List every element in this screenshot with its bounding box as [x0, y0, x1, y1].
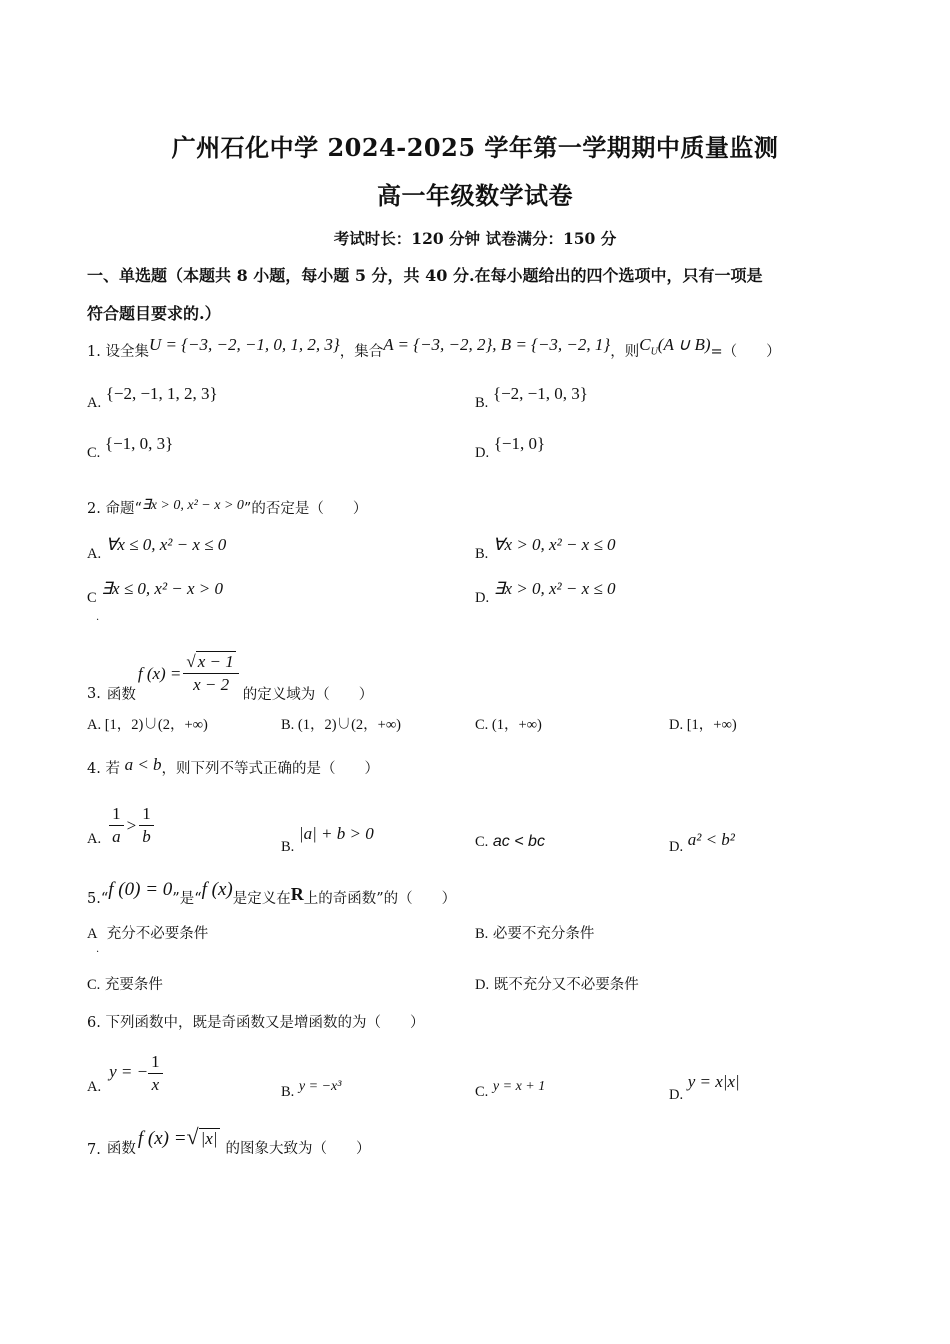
page-subtitle: 高一年级数学试卷	[377, 181, 573, 210]
question-text: ，则	[610, 344, 640, 360]
option-content: ∃x > 0, x² − x ≤ 0	[493, 579, 616, 598]
option-content: 既不充分又不必要条件	[493, 977, 639, 993]
option-label: A.	[87, 546, 102, 562]
fraction	[109, 803, 124, 848]
question-text: 的图象大致为（ ）	[225, 1141, 371, 1157]
question-text: =（ ）	[710, 344, 781, 360]
math-expression	[639, 335, 711, 358]
math-expression: A = {−3, −2, 2}, B = {−3, −2, 1}	[383, 335, 611, 354]
option-a[interactable]	[87, 922, 208, 943]
option-c[interactable]	[87, 579, 224, 607]
option-d[interactable]	[475, 973, 639, 994]
fraction-denominator: b	[142, 827, 151, 846]
option-label: D.	[475, 445, 490, 461]
option-label: B.	[475, 395, 489, 411]
fraction-denominator: x − 2	[193, 675, 230, 694]
option-content: {−1, 0}	[493, 434, 546, 453]
question-text: “	[100, 891, 109, 907]
question-text: 的定义域为（ ）	[242, 687, 374, 703]
option-label: B.	[475, 926, 489, 942]
option-label: C.	[87, 977, 101, 993]
option-b[interactable]	[475, 535, 616, 563]
option-label: D.	[669, 1087, 684, 1103]
option-label: B.	[281, 839, 295, 855]
exam-info: 考试时长：120 分钟 试卷满分：150 分	[333, 229, 617, 248]
fraction-numerator: 1	[148, 1051, 163, 1074]
question-text: 命题“	[105, 501, 142, 517]
math-set-reals: R	[290, 884, 304, 904]
option-b[interactable]: B. (1，2)∪(2，+∞)	[281, 717, 401, 733]
math-radical: √ |x|	[186, 1124, 218, 1149]
section-heading-cont: 符合题目要求的.）	[87, 304, 221, 323]
question-text: ，集合	[339, 344, 384, 360]
question-text: 下列函数中，既是奇函数又是增函数的为（ ）	[105, 1015, 425, 1031]
option-b[interactable]	[281, 1079, 342, 1101]
fraction	[148, 1051, 163, 1096]
option-content: {−1, 0, 3}	[104, 434, 174, 453]
fraction-denominator: x	[151, 1075, 160, 1094]
option-c[interactable]: C. (1，+∞)	[475, 717, 542, 733]
math-symbol: C	[639, 335, 651, 354]
option-d[interactable]	[475, 434, 546, 462]
question-text: 函数	[106, 687, 136, 703]
question-3	[87, 643, 373, 704]
option-d[interactable]	[669, 830, 735, 856]
question-number: 7.	[87, 1142, 101, 1158]
question-number: 3.	[87, 685, 101, 702]
page-title: 广州石化中学 2024-2025 学年第一学期期中质量监测	[171, 133, 779, 162]
option-c[interactable]	[87, 434, 174, 462]
option-label: D.	[475, 590, 490, 606]
question-2	[87, 497, 367, 518]
option-label: A.	[87, 1079, 102, 1095]
option-content: {−2, −1, 0, 3}	[492, 384, 588, 403]
math-function: f (x) =	[137, 1128, 187, 1149]
option-content: ac < bc	[492, 833, 545, 850]
option-content: 充分不必要条件	[106, 926, 209, 942]
option-content: ∀x ≤ 0, x² − x ≤ 0	[105, 535, 227, 554]
option-content: 充要条件	[104, 977, 163, 993]
option-c[interactable]	[475, 833, 545, 851]
question-number: 6.	[87, 1015, 101, 1031]
option-content: {−2, −1, 1, 2, 3}	[105, 384, 218, 403]
option-b[interactable]	[281, 824, 374, 856]
math-expression: y = −	[109, 1062, 149, 1081]
math-expression: a < b	[124, 755, 162, 774]
question-4	[87, 757, 379, 778]
math-expression: U = {−3, −2, −1, 0, 1, 2, 3}	[148, 335, 340, 354]
fraction	[139, 803, 154, 848]
option-c[interactable]	[475, 1079, 546, 1101]
question-5	[87, 879, 457, 909]
option-content: ∀x > 0, x² − x ≤ 0	[492, 535, 616, 554]
fraction-numerator: x − 1	[197, 652, 234, 671]
option-label: D.	[669, 839, 684, 855]
question-1	[87, 335, 781, 363]
question-6	[87, 1011, 424, 1032]
question-number: 4.	[87, 761, 101, 777]
section-heading: 一、单选题（本题共 8 小题，每小题 5 分，共 40 分.在每小题给出的四个选项中，只有一项是	[87, 266, 763, 285]
option-c[interactable]	[87, 973, 163, 994]
option-label: A	[87, 926, 98, 942]
math-expression: f (0) = 0	[108, 879, 173, 900]
option-content: 必要不充分条件	[492, 926, 595, 942]
option-label: A.	[87, 831, 102, 847]
stray-dot: .	[96, 612, 100, 623]
radicand: |x|	[200, 1129, 218, 1148]
option-a[interactable]	[87, 535, 227, 563]
option-content: a² < b²	[687, 830, 735, 849]
question-text: ”的否定是（ ）	[243, 501, 368, 517]
option-content: y = x + 1	[492, 1079, 546, 1094]
option-content: ∃x ≤ 0, x² − x > 0	[101, 579, 224, 598]
fraction-numerator: 1	[139, 803, 154, 826]
question-text: 上的奇函数”的（ ）	[303, 891, 457, 907]
math-subscript: U	[650, 346, 658, 358]
option-label: C.	[475, 1084, 489, 1100]
fraction-numerator: 1	[109, 803, 124, 826]
question-number: 2.	[87, 501, 101, 517]
math-expression: ∃x > 0, x² − x > 0	[141, 498, 244, 513]
option-d[interactable]: D. [1，+∞)	[669, 717, 737, 733]
question-number: 5.	[87, 891, 101, 907]
option-a[interactable]: A. [1，2)∪(2，+∞)	[87, 717, 208, 733]
option-label: C	[87, 590, 97, 606]
option-b[interactable]	[475, 384, 588, 412]
fraction: $\frac{√ x - 1}{x - 2}$	[183, 651, 238, 696]
option-a[interactable]	[87, 384, 218, 412]
math-function: f (x) =	[137, 663, 182, 683]
question-7	[87, 1124, 371, 1158]
option-label: A.	[87, 395, 102, 411]
question-text: 是定义在	[232, 891, 291, 907]
option-d[interactable]	[669, 1072, 740, 1104]
option-content: |a| + b > 0	[298, 824, 374, 843]
math-symbol: (A ∪ B)	[657, 335, 711, 354]
option-label: C.	[87, 445, 101, 461]
option-content: y = −x³	[298, 1079, 342, 1094]
question-text: 若	[105, 761, 120, 777]
question-number: 1.	[87, 344, 101, 360]
question-text: 设全集	[105, 344, 149, 360]
math-expression: f (x)	[201, 879, 233, 900]
option-content: y = x|x|	[687, 1072, 740, 1091]
question-text: ，则下列不等式正确的是（ ）	[161, 761, 380, 777]
option-label: C.	[475, 834, 489, 850]
fraction-denominator: a	[112, 827, 121, 846]
question-text: ”是“	[172, 891, 202, 907]
math-operator: >	[126, 816, 137, 835]
option-label: D.	[475, 977, 490, 993]
option-label: B.	[281, 1084, 295, 1100]
option-b[interactable]	[475, 922, 594, 943]
option-d[interactable]	[475, 579, 616, 607]
option-a[interactable]	[87, 1051, 163, 1096]
option-a[interactable]	[87, 803, 154, 848]
question-text: 函数	[106, 1141, 136, 1157]
stray-dot: .	[96, 944, 100, 955]
option-label: B.	[475, 546, 489, 562]
